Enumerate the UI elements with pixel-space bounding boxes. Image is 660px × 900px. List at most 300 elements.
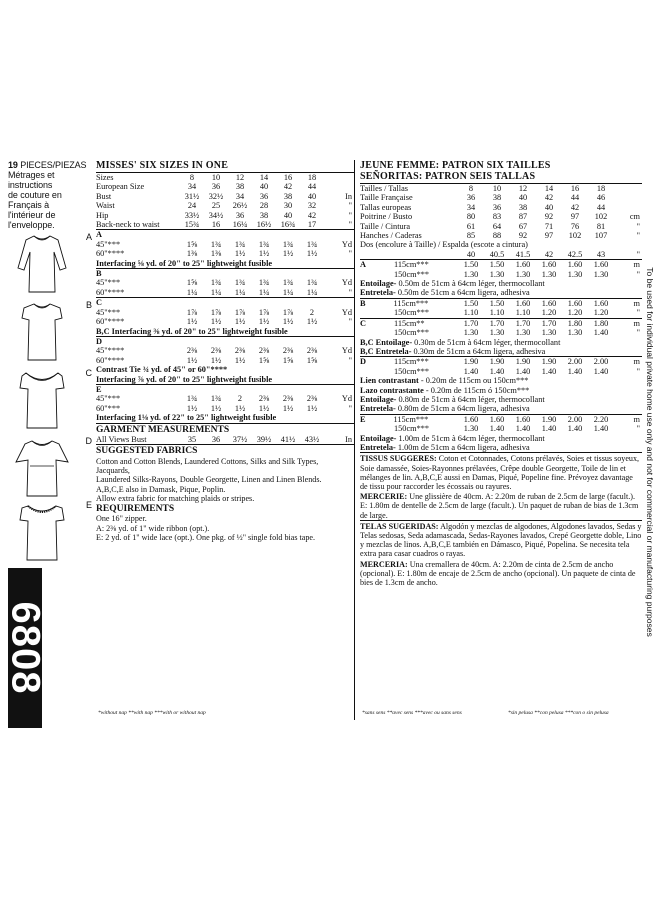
size-value: 1.90 xyxy=(541,414,557,424)
view-name: D xyxy=(96,336,102,346)
table-row xyxy=(96,240,354,249)
size-value: 1⅞ xyxy=(258,307,270,317)
size-value: 40 xyxy=(544,202,554,212)
note-term: Entoilage- xyxy=(360,279,397,289)
view-section-c xyxy=(96,297,354,336)
size-value: 8 xyxy=(468,184,474,193)
size-value: 1½ xyxy=(282,317,294,327)
table-row xyxy=(360,184,642,193)
telas-sugeridas xyxy=(360,520,642,559)
size-value: 1½ xyxy=(210,317,222,327)
unit: m xyxy=(633,357,640,367)
size-value: 1.60 xyxy=(593,298,609,308)
size-value: 67 xyxy=(518,221,528,231)
size-value: 42 xyxy=(570,202,580,212)
back-length-label: Dos (encolure à Taille) / Espalda (escote a cintura) xyxy=(360,240,528,250)
size-value: 1.30 xyxy=(489,328,505,338)
size-value: 2 xyxy=(309,307,315,317)
size-value: 46 xyxy=(596,193,606,203)
size-value: 1.60 xyxy=(515,298,531,308)
unit xyxy=(614,203,642,212)
size-value: 40 xyxy=(466,249,476,259)
size-value: 34 xyxy=(235,191,245,201)
size-value: 16 xyxy=(211,220,221,230)
size-value: 1¼ xyxy=(186,287,198,297)
row-label: Hanches / Caderas xyxy=(360,231,422,241)
size-value: 42 xyxy=(307,210,317,220)
row-label: 150cm*** xyxy=(394,424,430,434)
size-value: 40 xyxy=(518,193,528,203)
unit: cm xyxy=(629,212,640,222)
view-name: E xyxy=(360,414,366,424)
size-value: 2.00 xyxy=(593,357,609,367)
sidebar xyxy=(3,160,94,740)
size-value: 38 xyxy=(283,191,293,201)
unit: Yd xyxy=(341,307,352,317)
view-b-label: B xyxy=(85,300,92,310)
size-value: 2⅜ xyxy=(234,346,246,356)
english-yardage-column xyxy=(96,160,355,720)
size-value: 12 xyxy=(518,184,528,193)
size-value: 42 xyxy=(544,249,554,259)
metric-body-measurements-table xyxy=(360,184,642,240)
note-text: 0.50m de 51cm à 64cm léger, thermocollant xyxy=(396,279,545,289)
pattern-number-badge xyxy=(3,568,48,728)
size-value: 38 xyxy=(259,210,269,220)
note-text: 0.50m de 51cm a 64cm ligera, adhesiva xyxy=(395,288,530,298)
size-value: 1.40 xyxy=(567,424,583,434)
row-label: 45"*** xyxy=(96,394,121,404)
size-value: 1½ xyxy=(210,403,222,413)
view-name: E xyxy=(96,384,102,394)
fabrics-line: A,B,C,E also in Damask, Pique, Poplin. xyxy=(96,484,226,494)
view-section-a xyxy=(360,259,642,298)
size-value: 1⅝ xyxy=(282,355,294,365)
size-value: 1.40 xyxy=(489,366,505,376)
size-value: 102 xyxy=(594,212,608,222)
size-value: 1⅞ xyxy=(186,307,198,317)
row-label: Sizes xyxy=(96,173,114,182)
size-value: 1.60 xyxy=(593,260,609,270)
size-value: 41½ xyxy=(280,435,296,445)
size-value: 1½ xyxy=(234,249,246,259)
view-yardage-table xyxy=(96,308,354,327)
size-value: 1¼ xyxy=(258,287,270,297)
note-text: 0.30m de 51cm à 64cm léger, thermocollant xyxy=(412,337,561,347)
size-value: 1.60 xyxy=(541,298,557,308)
size-value: 1⅝ xyxy=(186,239,198,249)
size-value: 42 xyxy=(544,193,554,203)
row-label: Poitrine / Busto xyxy=(360,212,413,222)
size-value: 2.20 xyxy=(593,414,609,424)
row-label: 45"*** xyxy=(96,278,121,288)
size-value: 1.60 xyxy=(463,414,479,424)
view-yardage-table xyxy=(96,240,354,259)
size-value: 1.40 xyxy=(541,424,557,434)
size-value: 1¼ xyxy=(234,287,246,297)
size-value: 1.50 xyxy=(489,260,505,270)
merceria-text: Una cremallera de 40cm. A: 2.20m de cinta de 2.5cm de ancho (opcional). E: 1.80m de encaje de 2.5cm de ancho (opcional). Un paquete de cinta de bies de 1.3cm de ancho. xyxy=(360,559,636,588)
size-value: 1½ xyxy=(306,403,318,413)
size-value: 2⅜ xyxy=(306,394,318,404)
unit: " xyxy=(348,403,352,413)
size-value: 1⅞ xyxy=(282,307,294,317)
size-value: 1.80 xyxy=(567,318,583,328)
view-yardage-table xyxy=(360,260,642,279)
size-value: 34 xyxy=(187,182,197,192)
fabrics-line: Cotton and Cotton Blends, Laundered Cottons, Silks and Silk Types, Jacquards, xyxy=(96,456,319,476)
size-value: 1½ xyxy=(186,317,198,327)
size-value: 16 xyxy=(570,184,580,193)
note-text: 1.00m de 51cm à 64cm léger, thermocollant xyxy=(396,433,545,443)
size-value: 1.10 xyxy=(515,308,531,318)
size-value: 1½ xyxy=(234,317,246,327)
size-value: 40 xyxy=(259,182,269,192)
size-value: 1¾ xyxy=(258,239,270,249)
unit: " xyxy=(636,221,640,231)
row-label: 115cm*** xyxy=(393,298,429,308)
size-value: 42.5 xyxy=(567,249,583,259)
size-value: 36 xyxy=(259,191,269,201)
size-value: 2⅜ xyxy=(210,346,222,356)
unit: m xyxy=(633,298,640,308)
unit: " xyxy=(348,210,352,220)
view-section-c xyxy=(360,318,642,357)
table-row xyxy=(360,231,642,240)
row-label: Bust xyxy=(96,191,112,201)
french-title: JEUNE FEMME: PATRON SIX TAILLES xyxy=(360,160,551,171)
size-value: 16½ xyxy=(256,220,272,230)
view-note xyxy=(360,288,642,297)
size-value: 81 xyxy=(596,221,606,231)
size-value: 34½ xyxy=(208,210,224,220)
size-value: 1.90 xyxy=(463,357,479,367)
size-value: 44 xyxy=(307,182,317,192)
tissus-text: Coton et Cotonnades, Cotons prélavés, Soies et tissus soyeux, Soie damassée, Soies-Rayonnes prélavées, Crêpe double Georgette, Toile de lin et mélanges de lin. A,B,C,E aussi en Damas, Piqué, Popeline fine. Prévoyez davantage de tissu pour raccorder les écossais ou rayures. xyxy=(360,454,640,491)
french-spanish-yardage-column xyxy=(360,160,642,720)
size-value: 1.60 xyxy=(567,298,583,308)
table-row xyxy=(96,211,354,220)
view-note xyxy=(360,386,642,395)
size-value: 1½ xyxy=(306,249,318,259)
size-value: 1.60 xyxy=(567,260,583,270)
size-value: 16¼ xyxy=(232,220,248,230)
size-value: 1.30 xyxy=(593,269,609,279)
view-a-illustration xyxy=(12,232,92,296)
table-row xyxy=(360,222,642,231)
size-value: 1⅝ xyxy=(306,355,318,365)
size-value: 2⅜ xyxy=(282,394,294,404)
unit: " xyxy=(348,317,352,327)
size-value: 32½ xyxy=(208,191,224,201)
size-value: 28 xyxy=(259,201,269,211)
tissus-suggeres xyxy=(360,452,642,491)
size-value: 1.10 xyxy=(463,308,479,318)
size-value: 1⅞ xyxy=(234,307,246,317)
row-label: 150cm*** xyxy=(394,308,430,318)
table-row xyxy=(96,201,354,210)
view-e-label: E xyxy=(85,500,92,510)
row-label: 115cm*** xyxy=(394,260,429,270)
table-row xyxy=(96,220,354,229)
view-c-illustration xyxy=(12,368,92,432)
size-value: 1.50 xyxy=(463,298,479,308)
size-value: 1¾ xyxy=(210,239,222,249)
telas-text: Algodón y mezclas de algodones, Algodones lavados, Sedas y Telas sedosas, Seda adamascada, Sedas-Rayones lavados, Crepé Georgette doble, Lino y mezclas de linos. A,B,C,E también en Dámasco, Piqué, Popelina. Se necesita tela extra para casar cuadros o rayas. xyxy=(360,521,642,559)
requirements xyxy=(96,503,354,542)
size-value: 1¾ xyxy=(186,394,198,404)
view-e-illustration xyxy=(12,500,92,564)
size-value: 1½ xyxy=(258,249,270,259)
note-term: Lazo contrastante xyxy=(360,385,424,395)
fabrics-line: Laundered Silks-Rayons, Double Georgette, Linen and Linen Blends. xyxy=(96,475,322,485)
unit: Yd xyxy=(341,394,352,404)
size-value: 107 xyxy=(594,231,608,241)
unit: m xyxy=(633,414,640,424)
view-note xyxy=(360,279,642,288)
size-value: 92 xyxy=(518,231,528,241)
requirements-line: A: 2⅜ yd. of 1" wide ribbon (opt.). xyxy=(96,523,210,533)
row-label: Tallas europeas xyxy=(360,202,412,212)
view-b-illustration xyxy=(12,300,92,364)
unit: Yd xyxy=(341,239,352,249)
view-yardage-table xyxy=(96,394,354,413)
size-value: 1¼ xyxy=(282,287,294,297)
size-value: 10 xyxy=(492,184,502,193)
view-name: A xyxy=(360,260,366,270)
size-value: 36 xyxy=(211,435,221,445)
size-value: 83 xyxy=(492,212,502,222)
size-value: 1⅜ xyxy=(186,249,198,259)
usage-notice-text: To be used for individual private home use only and not for commercial or manufacturing purposes xyxy=(645,267,655,637)
size-value: 37½ xyxy=(232,435,248,445)
view-yardage-table xyxy=(96,278,354,297)
table-row xyxy=(96,394,354,403)
garment-measurements-title: GARMENT MEASUREMENTS xyxy=(96,424,230,435)
size-value: 1½ xyxy=(306,317,318,327)
table-row xyxy=(360,299,642,308)
size-value: 1½ xyxy=(258,317,270,327)
size-value: 1.10 xyxy=(489,308,505,318)
english-views-yardage xyxy=(96,229,354,422)
size-value: 2 xyxy=(237,394,243,404)
view-d-label: D xyxy=(85,436,92,446)
table-row xyxy=(360,415,642,424)
size-value: 36 xyxy=(235,210,245,220)
view-a-label: A xyxy=(85,232,92,242)
view-note xyxy=(360,434,642,443)
size-value: 1½ xyxy=(282,403,294,413)
size-value: 1.40 xyxy=(541,366,557,376)
unit: In xyxy=(345,191,352,201)
size-value: 41.5 xyxy=(515,249,531,259)
view-b-drawing xyxy=(12,300,72,364)
view-yardage-table xyxy=(360,299,642,318)
row-label: 45"**** xyxy=(96,346,125,356)
tissus-title: TISSUS SUGGERES: xyxy=(360,454,437,464)
size-value: 14 xyxy=(544,184,554,193)
size-value: 1.30 xyxy=(463,328,479,338)
size-value: 88 xyxy=(492,231,502,241)
table-row xyxy=(360,328,642,337)
usage-notice xyxy=(642,172,658,732)
row-label: 115cm** xyxy=(394,318,425,328)
size-value: 38 xyxy=(492,193,502,203)
view-name: D xyxy=(360,357,366,367)
english-nap-footnote: *without nap **with nap ***with or without nap xyxy=(98,710,206,716)
mercerie xyxy=(360,491,642,520)
unit xyxy=(614,193,642,202)
size-value: 36 xyxy=(211,182,221,192)
row-label: 60"*** xyxy=(96,403,121,413)
size-value: 1.70 xyxy=(489,318,505,328)
table-row xyxy=(360,319,642,328)
size-value: 64 xyxy=(492,221,502,231)
row-label: 60"**** xyxy=(96,355,125,365)
size-value: 1½ xyxy=(186,403,198,413)
size-value: 2⅜ xyxy=(282,346,294,356)
row-label: Taille / Cintura xyxy=(360,221,411,231)
size-value: 2⅜ xyxy=(186,346,198,356)
table-row xyxy=(96,182,354,191)
unit xyxy=(324,173,354,182)
unit: " xyxy=(348,249,352,259)
size-value: 71 xyxy=(544,221,554,231)
size-value: 1.20 xyxy=(541,308,557,318)
table-row xyxy=(96,435,354,444)
view-yardage-table xyxy=(360,415,642,434)
unit: " xyxy=(636,231,640,241)
row-label: Hip xyxy=(96,210,109,220)
view-note xyxy=(360,404,642,413)
size-value: 1.20 xyxy=(593,308,609,318)
unit: " xyxy=(636,366,640,376)
size-value: 76 xyxy=(570,221,580,231)
requirements-line: E: 2 yd. of 1" wide lace (opt.). One pkg. of ½" single fold bias tape. xyxy=(96,532,316,542)
size-value: 1.50 xyxy=(463,260,479,270)
note-term: Entretela- xyxy=(360,288,396,298)
view-note: Interfacing ⅝ yd. of 20" to 25" lightweight fusible xyxy=(96,258,273,268)
mercerie-text: Une glissière de 40cm. A: 2.20m de ruban de 2.5cm de large (facult.). E: 1.80m de dentelle de 2.5cm de large (facult.). Un paquet de ruban de bias de 1.3cm de large. xyxy=(360,492,639,520)
view-d-illustration xyxy=(12,436,92,500)
view-section-d xyxy=(96,336,354,384)
size-value: 39½ xyxy=(256,435,272,445)
size-value: 1.90 xyxy=(541,357,557,367)
unit: m xyxy=(633,318,640,328)
size-value: 1.50 xyxy=(489,298,505,308)
size-value: 43 xyxy=(596,249,606,259)
size-value: 1.60 xyxy=(515,260,531,270)
table-row xyxy=(360,424,642,433)
size-value: 1⅞ xyxy=(210,307,222,317)
pieces-line: de couture en Français à xyxy=(8,190,62,210)
size-value: 1½ xyxy=(210,355,222,365)
size-value: 1¾ xyxy=(210,394,222,404)
size-value: 42 xyxy=(283,182,293,192)
size-value: 85 xyxy=(466,231,476,241)
note-term: Entoilage- xyxy=(360,394,397,404)
view-yardage-table xyxy=(360,357,642,376)
view-note: Contrast Tie ¾ yd. of 45" or 60"**** xyxy=(96,365,228,375)
view-note: Interfacing ⅞ yd. of 20" to 25" lightweight fusible xyxy=(96,374,273,384)
size-value: 1½ xyxy=(234,355,246,365)
size-value: 1.70 xyxy=(515,318,531,328)
view-yardage-table xyxy=(96,346,354,365)
size-value: 2⅜ xyxy=(306,346,318,356)
size-value: 1.30 xyxy=(463,424,479,434)
row-label: Back-neck to waist xyxy=(96,220,160,230)
fabrics-line: Allow extra fabric for matching plaids or stripes. xyxy=(96,493,255,503)
requirements-line: One 16" zipper. xyxy=(96,514,147,524)
size-value: 1¾ xyxy=(306,278,318,288)
size-value: 38 xyxy=(518,202,528,212)
table-row xyxy=(360,250,642,259)
size-value: 1½ xyxy=(282,249,294,259)
row-label: 45"*** xyxy=(96,239,121,249)
telas-title: TELAS SUGERIDAS: xyxy=(360,521,439,531)
note-text: 1.00m de 51cm a 64cm ligera, adhesiva xyxy=(395,442,530,452)
size-value: 8 xyxy=(189,173,195,182)
unit: In xyxy=(345,435,352,445)
size-value: 1.40 xyxy=(515,424,531,434)
table-row xyxy=(96,356,354,365)
size-value: 1.90 xyxy=(515,357,531,367)
size-value: 16 xyxy=(283,173,293,182)
pieces-label: PIECES/PIEZAS xyxy=(20,160,87,170)
size-value: 1¾ xyxy=(282,239,294,249)
size-value: 92 xyxy=(544,212,554,222)
size-value: 1¾ xyxy=(282,278,294,288)
metric-views-yardage xyxy=(360,259,642,452)
size-value: 97 xyxy=(544,231,554,241)
english-title: MISSES' SIX SIZES IN ONE xyxy=(96,160,354,173)
pieces-info xyxy=(8,160,94,230)
size-value: 1.60 xyxy=(515,414,531,424)
view-section-e xyxy=(360,414,642,453)
spanish-title: SEÑORITAS: PATRON SEIS TALLAS xyxy=(360,171,642,184)
unit: " xyxy=(636,269,640,279)
size-value: 38 xyxy=(235,182,245,192)
view-note: B,C Interfacing ⅜ yd. of 20" to 25" lightweight fusible xyxy=(96,326,288,336)
size-value: 2.00 xyxy=(567,414,583,424)
requirements-title: REQUIREMENTS xyxy=(96,503,175,514)
row-label: 115cm*** xyxy=(394,357,429,367)
row-label: 60"**** xyxy=(96,317,125,327)
size-value: 1½ xyxy=(258,403,270,413)
row-label: 45"*** xyxy=(96,307,121,317)
size-value: 1.40 xyxy=(515,366,531,376)
view-name: C xyxy=(96,298,102,308)
size-value: 102 xyxy=(568,231,582,241)
size-value: 1.80 xyxy=(593,318,609,328)
view-note xyxy=(360,376,642,385)
size-value: 1.30 xyxy=(541,328,557,338)
note-term: Entoilage- xyxy=(360,433,397,443)
view-note: Interfacing 1⅛ yd. of 22" to 25" lightweight fusible xyxy=(96,413,277,423)
view-note xyxy=(360,347,642,356)
note-text: - 0.20m de 115cm ou 150cm*** xyxy=(418,376,529,386)
row-label: 60"**** xyxy=(96,287,125,297)
size-value: 26½ xyxy=(232,201,248,211)
unit: " xyxy=(348,220,352,230)
view-c-drawing xyxy=(12,368,72,432)
row-label: European Size xyxy=(96,182,145,192)
size-value: 44 xyxy=(596,202,606,212)
table-row xyxy=(96,278,354,287)
size-value: 1.20 xyxy=(567,308,583,318)
pattern-number: 6808 xyxy=(3,601,48,695)
size-value: 1.40 xyxy=(593,366,609,376)
